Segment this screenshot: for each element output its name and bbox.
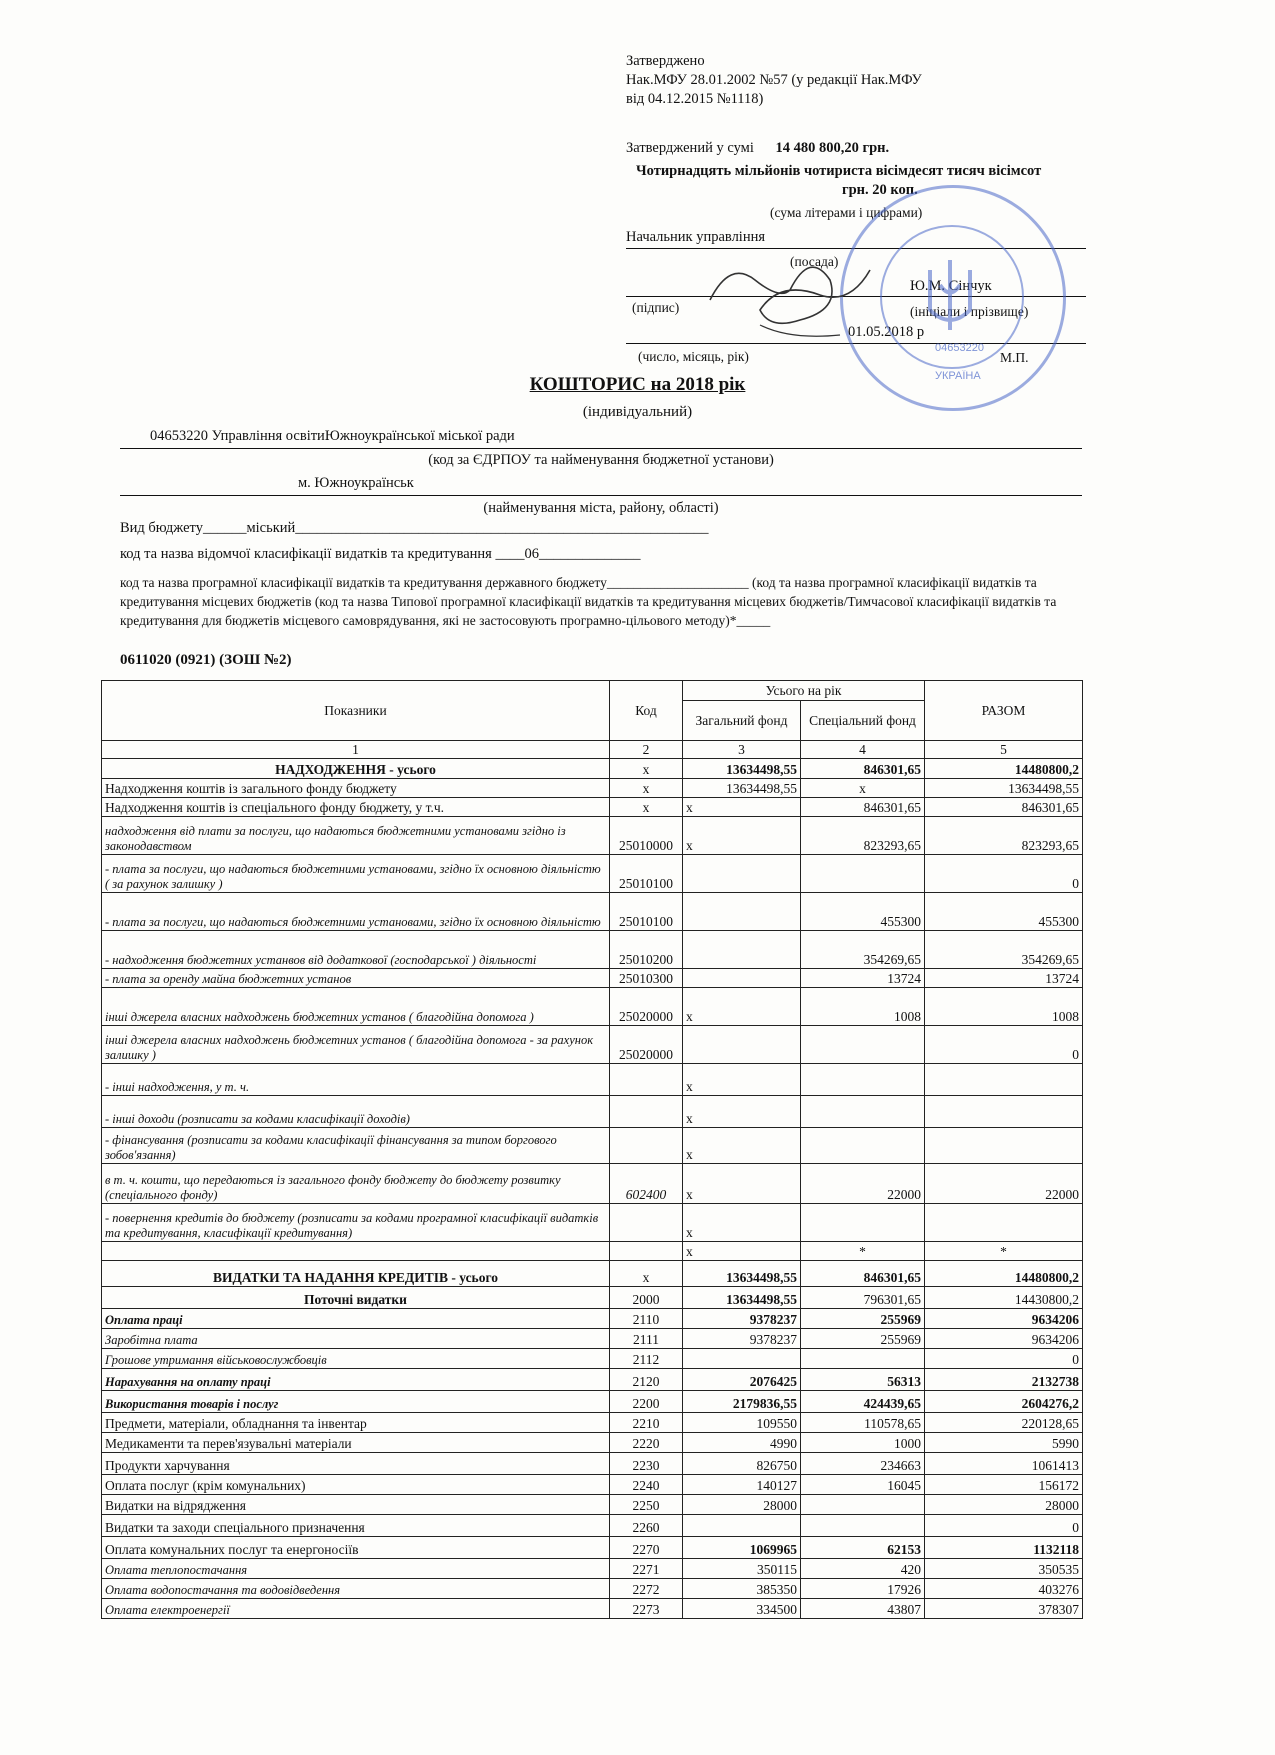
approved-sum-words-2: грн. 20 коп. bbox=[842, 182, 918, 198]
document-subtitle: (індивідуальний) bbox=[582, 404, 693, 420]
row-total-cell: 14430800,2 bbox=[925, 1287, 1083, 1309]
table-row bbox=[102, 1261, 1083, 1287]
row-indicator-cell: Грошове утримання військовослужбовців bbox=[102, 1349, 610, 1369]
table-column-numbers bbox=[102, 741, 1083, 759]
header-total-year: Усього на рік bbox=[683, 681, 925, 701]
row-special-fund-cell bbox=[801, 855, 925, 893]
row-code-cell: х bbox=[610, 779, 683, 798]
row-code-cell: 25010100 bbox=[610, 855, 683, 893]
row-indicator-cell: в т. ч. кошти, що передаються із загального фонду бюджету до бюджету розвитку (спеціального фонду) bbox=[102, 1164, 610, 1204]
position-caption: (посада) bbox=[790, 254, 839, 269]
row-general-fund-cell: х bbox=[683, 1064, 801, 1096]
row-indicator-cell: - плата за послуги, що надаються бюджетними установами, згідно їх основною діяльністю bbox=[102, 893, 610, 931]
row-code-cell: 25020000 bbox=[610, 988, 683, 1026]
row-special-fund-cell: 796301,65 bbox=[801, 1287, 925, 1309]
row-total-cell: 22000 bbox=[925, 1164, 1083, 1204]
row-special-fund-cell bbox=[801, 1128, 925, 1164]
trident-icon bbox=[915, 255, 985, 335]
city-rule bbox=[120, 495, 1082, 496]
row-indicator-cell: НАДХОДЖЕННЯ - усього bbox=[102, 759, 610, 779]
table-row bbox=[102, 817, 1083, 855]
row-total-cell: 0 bbox=[925, 1026, 1083, 1064]
header-general-fund: Загальний фонд bbox=[683, 701, 801, 741]
row-general-fund-cell: 140127 bbox=[683, 1475, 801, 1495]
row-general-fund-cell: х bbox=[683, 1242, 801, 1261]
table-row bbox=[102, 1096, 1083, 1128]
row-code-cell: 25010000 bbox=[610, 817, 683, 855]
row-total-cell: 0 bbox=[925, 1515, 1083, 1537]
row-indicator-cell: інші джерела власних надходжень бюджетних установ ( благодійна допомога - за рахунок залишку ) bbox=[102, 1026, 610, 1064]
row-indicator-cell: Надходження коштів із спеціального фонду бюджету, у т.ч. bbox=[102, 798, 610, 817]
row-code-cell: 25010100 bbox=[610, 893, 683, 931]
row-indicator-cell: Оплата праці bbox=[102, 1309, 610, 1329]
date-caption: (число, місяць, рік) bbox=[638, 349, 749, 364]
row-general-fund-cell bbox=[683, 855, 801, 893]
row-general-fund-cell: х bbox=[683, 1164, 801, 1204]
row-code-cell: 2120 bbox=[610, 1369, 683, 1391]
row-indicator-cell: Заробітна плата bbox=[102, 1329, 610, 1349]
row-code-cell: 2270 bbox=[610, 1537, 683, 1559]
row-general-fund-cell: 13634498,55 bbox=[683, 1287, 801, 1309]
row-code-cell: 2112 bbox=[610, 1349, 683, 1369]
row-special-fund-cell: 62153 bbox=[801, 1537, 925, 1559]
sum-caption: (сума літерами і цифрами) bbox=[770, 205, 923, 220]
row-indicator-cell: Оплата теплопостачання bbox=[102, 1559, 610, 1579]
row-total-cell bbox=[925, 1096, 1083, 1128]
row-special-fund-cell bbox=[801, 1495, 925, 1515]
row-special-fund-cell: 455300 bbox=[801, 893, 925, 931]
row-special-fund-cell: * bbox=[801, 1242, 925, 1261]
budget-type: Вид бюджету______міський_________________________________________________________ bbox=[120, 520, 709, 536]
row-indicator-cell: Оплата електроенергії bbox=[102, 1599, 610, 1619]
header-code: Код bbox=[610, 681, 683, 741]
row-total-cell: 13724 bbox=[925, 969, 1083, 988]
approval-date: 01.05.2018 р bbox=[848, 324, 925, 340]
row-code-cell bbox=[610, 1204, 683, 1242]
row-general-fund-cell: 13634498,55 bbox=[683, 759, 801, 779]
row-general-fund-cell: 826750 bbox=[683, 1453, 801, 1475]
row-code-cell bbox=[610, 1064, 683, 1096]
row-total-cell: 28000 bbox=[925, 1495, 1083, 1515]
row-code-cell: 2260 bbox=[610, 1515, 683, 1537]
row-code-cell: х bbox=[610, 759, 683, 779]
row-indicator-cell: - фінансування (розписати за кодами класифікації фінансування за типом боргового зобов'язання) bbox=[102, 1128, 610, 1164]
row-general-fund-cell bbox=[683, 969, 801, 988]
row-total-cell: 1008 bbox=[925, 988, 1083, 1026]
institution-caption: (код за ЄДРПОУ та найменування бюджетної установи) bbox=[428, 452, 774, 468]
row-total-cell: 2604276,2 bbox=[925, 1391, 1083, 1413]
table-row bbox=[102, 1599, 1083, 1619]
row-indicator-cell: - надходження бюджетних устанвов від додаткової (господарської ) діяльності bbox=[102, 931, 610, 969]
row-indicator-cell: ВИДАТКИ ТА НАДАННЯ КРЕДИТІВ - усього bbox=[102, 1261, 610, 1287]
row-indicator-cell: Надходження коштів із загального фонду бюджету bbox=[102, 779, 610, 798]
row-indicator-cell: - плата за послуги, що надаються бюджетними установами, згідно їх основною діяльністю ( за рахунок залишку ) bbox=[102, 855, 610, 893]
row-total-cell: 823293,65 bbox=[925, 817, 1083, 855]
row-total-cell bbox=[925, 1204, 1083, 1242]
row-indicator-cell: Поточні видатки bbox=[102, 1287, 610, 1309]
table-body bbox=[102, 759, 1083, 1619]
row-special-fund-cell: 1000 bbox=[801, 1433, 925, 1453]
document-title-text: КОШТОРИС на 2018 рік bbox=[529, 374, 746, 395]
row-indicator-cell: Використання товарів і послуг bbox=[102, 1391, 610, 1413]
row-general-fund-cell: х bbox=[683, 1204, 801, 1242]
table-row bbox=[102, 988, 1083, 1026]
header-special-fund: Спеціальний фонд bbox=[801, 701, 925, 741]
row-special-fund-cell: 846301,65 bbox=[801, 1261, 925, 1287]
approval-header-2: Нак.МФУ 28.01.2002 №57 (у редакції Нак.МФУ bbox=[626, 72, 922, 88]
row-general-fund-cell bbox=[683, 1349, 801, 1369]
row-total-cell bbox=[925, 1128, 1083, 1164]
table-row bbox=[102, 1329, 1083, 1349]
row-special-fund-cell: 255969 bbox=[801, 1329, 925, 1349]
table-row bbox=[102, 1242, 1083, 1261]
row-general-fund-cell: 2076425 bbox=[683, 1369, 801, 1391]
row-indicator-cell: Видатки на відрядження bbox=[102, 1495, 610, 1515]
row-indicator-cell: - повернення кредитів до бюджету (розписати за кодами програмної класифікації видатків та кредитування, класифікації кредитування) bbox=[102, 1204, 610, 1242]
row-code-cell: 2000 bbox=[610, 1287, 683, 1309]
row-special-fund-cell: 56313 bbox=[801, 1369, 925, 1391]
row-special-fund-cell bbox=[801, 1096, 925, 1128]
row-code-cell: 2220 bbox=[610, 1433, 683, 1453]
row-general-fund-cell: х bbox=[683, 1128, 801, 1164]
col-number-3: 3 bbox=[683, 741, 801, 759]
row-total-cell: 9634206 bbox=[925, 1309, 1083, 1329]
table-row bbox=[102, 1559, 1083, 1579]
table-row bbox=[102, 1309, 1083, 1329]
row-indicator-cell: Оплата послуг (крім комунальних) bbox=[102, 1475, 610, 1495]
row-code-cell: 2272 bbox=[610, 1579, 683, 1599]
table-row bbox=[102, 779, 1083, 798]
stamp-mark: М.П. bbox=[1000, 350, 1029, 365]
signature-caption: (підпис) bbox=[632, 300, 680, 315]
row-general-fund-cell bbox=[683, 931, 801, 969]
row-code-cell: х bbox=[610, 1261, 683, 1287]
row-special-fund-cell: 846301,65 bbox=[801, 759, 925, 779]
row-code-cell: 2273 bbox=[610, 1599, 683, 1619]
program-code: 0611020 (0921) (ЗОШ №2) bbox=[120, 652, 292, 668]
row-special-fund-cell: 846301,65 bbox=[801, 798, 925, 817]
table-header-row-1 bbox=[102, 681, 1083, 701]
table-row bbox=[102, 1349, 1083, 1369]
row-total-cell: 9634206 bbox=[925, 1329, 1083, 1349]
row-special-fund-cell bbox=[801, 1349, 925, 1369]
row-general-fund-cell bbox=[683, 1026, 801, 1064]
row-special-fund-cell: 22000 bbox=[801, 1164, 925, 1204]
row-total-cell: 455300 bbox=[925, 893, 1083, 931]
row-special-fund-cell: 16045 bbox=[801, 1475, 925, 1495]
table-row bbox=[102, 931, 1083, 969]
row-general-fund-cell: х bbox=[683, 817, 801, 855]
row-code-cell: 25010200 bbox=[610, 931, 683, 969]
row-code-cell: 2250 bbox=[610, 1495, 683, 1515]
row-general-fund-cell: 1069965 bbox=[683, 1537, 801, 1559]
row-general-fund-cell: х bbox=[683, 798, 801, 817]
row-indicator-cell: Нарахування на оплату праці bbox=[102, 1369, 610, 1391]
signer-name: Ю.М. Сінчук bbox=[910, 278, 992, 294]
row-indicator-cell: Продукти харчування bbox=[102, 1453, 610, 1475]
approval-header-3: від 04.12.2015 №1118) bbox=[626, 91, 764, 107]
row-indicator-cell: Оплата комунальних послуг та енергоносіїв bbox=[102, 1537, 610, 1559]
table-row bbox=[102, 1204, 1083, 1242]
estimate-table bbox=[101, 680, 1083, 1619]
row-general-fund-cell: 9378237 bbox=[683, 1309, 801, 1329]
row-special-fund-cell: 13724 bbox=[801, 969, 925, 988]
row-total-cell: * bbox=[925, 1242, 1083, 1261]
row-total-cell: 220128,65 bbox=[925, 1413, 1083, 1433]
row-special-fund-cell bbox=[801, 1064, 925, 1096]
table-row bbox=[102, 1128, 1083, 1164]
row-total-cell: 350535 bbox=[925, 1559, 1083, 1579]
row-special-fund-cell: 420 bbox=[801, 1559, 925, 1579]
row-general-fund-cell: 2179836,55 bbox=[683, 1391, 801, 1413]
table-row bbox=[102, 1164, 1083, 1204]
table-row bbox=[102, 798, 1083, 817]
row-code-cell: 2200 bbox=[610, 1391, 683, 1413]
row-indicator-cell: - плата за оренду майна бюджетних установ bbox=[102, 969, 610, 988]
row-total-cell: 13634498,55 bbox=[925, 779, 1083, 798]
row-total-cell: 403276 bbox=[925, 1579, 1083, 1599]
institution-rule bbox=[120, 448, 1082, 449]
table-row bbox=[102, 1287, 1083, 1309]
row-code-cell bbox=[610, 1128, 683, 1164]
row-total-cell: 2132738 bbox=[925, 1369, 1083, 1391]
header-indicators: Показники bbox=[102, 681, 610, 741]
row-general-fund-cell: 385350 bbox=[683, 1579, 801, 1599]
row-total-cell: 1061413 bbox=[925, 1453, 1083, 1475]
approval-block bbox=[626, 52, 1186, 109]
approved-sum-words-1: Чотирнадцять мільйонів чотириста вісімдесят тисяч вісімсот bbox=[636, 163, 1042, 179]
position-value: Начальник управління bbox=[626, 229, 766, 245]
program-classification-text: код та назва програмної класифікації видатків та кредитування державного бюджету_____________________ (код та назва програмної класифікації видатків та кредитування місцевих бюджетів (код та назва Типової програмної класифікації видатків та кредитування місцевих бюджетів/Тимчасової класифікації видатків та кредитування для бюджетів місцевого самоврядування, які не застосовують програмно-цільового методу)*_____ bbox=[120, 575, 1057, 628]
row-general-fund-cell bbox=[683, 893, 801, 931]
row-indicator-cell: надходження від плати за послуги, що надаються бюджетними установами згідно із законодавством bbox=[102, 817, 610, 855]
row-code-cell: х bbox=[610, 798, 683, 817]
table-row bbox=[102, 1391, 1083, 1413]
row-code-cell: 602400 bbox=[610, 1164, 683, 1204]
row-general-fund-cell: 13634498,55 bbox=[683, 1261, 801, 1287]
row-general-fund-cell: 109550 bbox=[683, 1413, 801, 1433]
row-general-fund-cell: 9378237 bbox=[683, 1329, 801, 1349]
row-total-cell: 378307 bbox=[925, 1599, 1083, 1619]
table-row bbox=[102, 1495, 1083, 1515]
row-special-fund-cell: 823293,65 bbox=[801, 817, 925, 855]
col-number-2: 2 bbox=[610, 741, 683, 759]
row-special-fund-cell bbox=[801, 1515, 925, 1537]
row-general-fund-cell: 4990 bbox=[683, 1433, 801, 1453]
table-row bbox=[102, 1579, 1083, 1599]
row-general-fund-cell: 350115 bbox=[683, 1559, 801, 1579]
document-title bbox=[0, 374, 1275, 396]
stamp-country: УКРАЇНА bbox=[935, 370, 981, 382]
row-special-fund-cell: 424439,65 bbox=[801, 1391, 925, 1413]
table-row bbox=[102, 1515, 1083, 1537]
row-special-fund-cell: 43807 bbox=[801, 1599, 925, 1619]
row-total-cell bbox=[925, 1064, 1083, 1096]
table-row bbox=[102, 1453, 1083, 1475]
table-row bbox=[102, 759, 1083, 779]
table-row bbox=[102, 1433, 1083, 1453]
row-total-cell: 354269,65 bbox=[925, 931, 1083, 969]
row-special-fund-cell: 1008 bbox=[801, 988, 925, 1026]
col-number-4: 4 bbox=[801, 741, 925, 759]
row-code-cell bbox=[610, 1242, 683, 1261]
row-general-fund-cell: х bbox=[683, 1096, 801, 1128]
row-total-cell: 14480800,2 bbox=[925, 759, 1083, 779]
row-code-cell: 2271 bbox=[610, 1559, 683, 1579]
row-indicator-cell: інші джерела власних надходжень бюджетних установ ( благодійна допомога ) bbox=[102, 988, 610, 1026]
col-number-5: 5 bbox=[925, 741, 1083, 759]
row-indicator-cell: Медикаменти та перев'язувальні матеріали bbox=[102, 1433, 610, 1453]
approved-sum-line bbox=[626, 140, 889, 157]
handwritten-signature bbox=[700, 240, 880, 350]
row-total-cell: 5990 bbox=[925, 1433, 1083, 1453]
row-code-cell: 25020000 bbox=[610, 1026, 683, 1064]
row-total-cell: 1132118 bbox=[925, 1537, 1083, 1559]
row-code-cell: 25010300 bbox=[610, 969, 683, 988]
row-indicator-cell: Предмети, матеріали, обладнання та інвентар bbox=[102, 1413, 610, 1433]
row-code-cell: 2240 bbox=[610, 1475, 683, 1495]
row-indicator-cell: - інші надходження, у т. ч. bbox=[102, 1064, 610, 1096]
row-code-cell bbox=[610, 1096, 683, 1128]
city-caption: (найменування міста, району, області) bbox=[483, 500, 719, 516]
row-special-fund-cell: 17926 bbox=[801, 1579, 925, 1599]
table-row bbox=[102, 1026, 1083, 1064]
table-row bbox=[102, 893, 1083, 931]
row-general-fund-cell: 13634498,55 bbox=[683, 779, 801, 798]
row-code-cell: 2110 bbox=[610, 1309, 683, 1329]
institution-name: 04653220 Управління освітиЮжноукраїнської міської ради bbox=[150, 428, 515, 444]
row-special-fund-cell bbox=[801, 1026, 925, 1064]
city-name: м. Южноукраїнськ bbox=[298, 475, 414, 491]
col-number-1: 1 bbox=[102, 741, 610, 759]
row-code-cell: 2111 bbox=[610, 1329, 683, 1349]
row-special-fund-cell: 110578,65 bbox=[801, 1413, 925, 1433]
row-total-cell: 0 bbox=[925, 1349, 1083, 1369]
table-row bbox=[102, 1537, 1083, 1559]
row-special-fund-cell: 354269,65 bbox=[801, 931, 925, 969]
row-total-cell: 156172 bbox=[925, 1475, 1083, 1495]
table-row bbox=[102, 855, 1083, 893]
row-indicator-cell bbox=[102, 1242, 610, 1261]
approved-sum-label: Затверджений у сумі bbox=[626, 140, 754, 156]
row-total-cell: 14480800,2 bbox=[925, 1261, 1083, 1287]
row-general-fund-cell: х bbox=[683, 988, 801, 1026]
table-row bbox=[102, 969, 1083, 988]
row-total-cell: 0 bbox=[925, 855, 1083, 893]
table-row bbox=[102, 1413, 1083, 1433]
row-special-fund-cell: 234663 bbox=[801, 1453, 925, 1475]
row-general-fund-cell: 334500 bbox=[683, 1599, 801, 1619]
row-special-fund-cell: х bbox=[801, 779, 925, 798]
row-indicator-cell: - інші доходи (розписати за кодами класифікації доходів) bbox=[102, 1096, 610, 1128]
department-code: код та назва відомчої класифікації видатків та кредитування ____06______________ bbox=[120, 546, 641, 562]
row-indicator-cell: Видатки та заходи спеціального призначення bbox=[102, 1515, 610, 1537]
row-code-cell: 2230 bbox=[610, 1453, 683, 1475]
row-total-cell: 846301,65 bbox=[925, 798, 1083, 817]
row-special-fund-cell: 255969 bbox=[801, 1309, 925, 1329]
name-caption: (ініціали і прізвище) bbox=[910, 304, 1029, 319]
header-sum: РАЗОМ bbox=[925, 681, 1083, 741]
row-code-cell: 2210 bbox=[610, 1413, 683, 1433]
approved-sum-value: 14 480 800,20 грн. bbox=[775, 140, 890, 156]
row-special-fund-cell bbox=[801, 1204, 925, 1242]
stamp-code: 04653220 bbox=[935, 342, 984, 354]
row-general-fund-cell: 28000 bbox=[683, 1495, 801, 1515]
approval-header-1: Затверджено bbox=[626, 53, 705, 69]
table-row bbox=[102, 1475, 1083, 1495]
row-general-fund-cell bbox=[683, 1515, 801, 1537]
table-row bbox=[102, 1064, 1083, 1096]
row-indicator-cell: Оплата водопостачання та водовідведення bbox=[102, 1579, 610, 1599]
table-row bbox=[102, 1369, 1083, 1391]
